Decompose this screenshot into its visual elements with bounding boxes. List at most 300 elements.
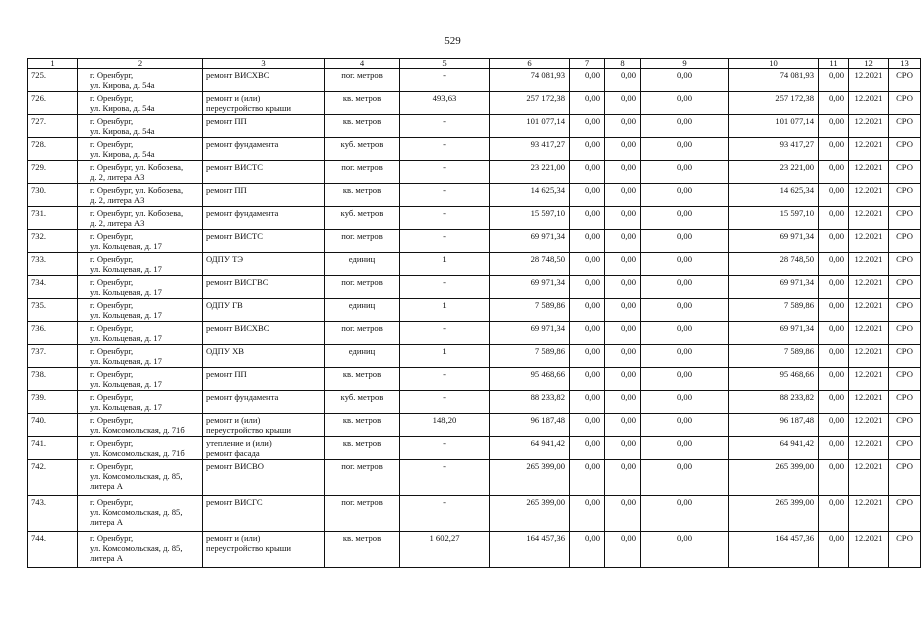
address-cell <box>78 437 203 460</box>
table-row <box>28 161 921 184</box>
work-type-cell-line: ремонт ПП <box>206 369 247 379</box>
unit-cell: единиц <box>325 253 400 276</box>
col10-cell: 28 748,50 <box>729 253 819 276</box>
address-cell <box>78 496 203 532</box>
row-number: 744. <box>28 532 78 568</box>
col10-cell: 265 399,00 <box>729 460 819 496</box>
work-type-cell-line: ремонт ВИСГС <box>206 497 263 507</box>
quantity-cell: 148,20 <box>400 414 490 437</box>
col9-cell: 0,00 <box>641 207 729 230</box>
total-cost-cell: 7 589,86 <box>490 299 570 322</box>
col11-cell: 0,00 <box>819 368 849 391</box>
table-header <box>28 59 921 69</box>
work-type-cell <box>203 69 325 92</box>
work-type-cell <box>203 299 325 322</box>
address-cell-line: ул. Комсомольская, д. 85, <box>90 543 183 553</box>
date-cell: 12.2021 <box>849 92 889 115</box>
column-header-10: 10 <box>729 59 819 69</box>
col10-cell: 69 971,34 <box>729 322 819 345</box>
address-cell <box>78 391 203 414</box>
unit-cell: кв. метров <box>325 115 400 138</box>
address-cell <box>78 299 203 322</box>
address-cell-line: г. Оренбург, <box>90 93 134 103</box>
row-number: 732. <box>28 230 78 253</box>
address-cell-line: г. Оренбург, <box>90 497 134 507</box>
col9-cell: 0,00 <box>641 69 729 92</box>
row-number: 725. <box>28 69 78 92</box>
col7-cell: 0,00 <box>570 184 605 207</box>
quantity-cell: - <box>400 437 490 460</box>
col8-cell: 0,00 <box>605 532 641 568</box>
work-type-cell-line: ремонт и (или) <box>206 415 261 425</box>
total-cost-cell: 23 221,00 <box>490 161 570 184</box>
col11-cell: 0,00 <box>819 115 849 138</box>
work-type-cell-line: утепление и (или) <box>206 438 272 448</box>
col8-cell: 0,00 <box>605 92 641 115</box>
address-cell-line: литера А <box>90 517 123 527</box>
work-type-cell-line: ремонт ВИСХВС <box>206 70 270 80</box>
date-cell: 12.2021 <box>849 322 889 345</box>
col8-cell: 0,00 <box>605 138 641 161</box>
unit-cell: куб. метров <box>325 207 400 230</box>
address-cell <box>78 460 203 496</box>
work-type-cell-line: переустройство крыши <box>206 425 291 435</box>
work-type-cell <box>203 368 325 391</box>
work-type-cell <box>203 92 325 115</box>
work-type-cell <box>203 230 325 253</box>
address-cell <box>78 161 203 184</box>
date-cell: 12.2021 <box>849 345 889 368</box>
col7-cell: 0,00 <box>570 322 605 345</box>
work-type-cell <box>203 322 325 345</box>
row-number: 730. <box>28 184 78 207</box>
address-cell-line: г. Оренбург, <box>90 461 134 471</box>
col11-cell: 0,00 <box>819 532 849 568</box>
col11-cell: 0,00 <box>819 184 849 207</box>
unit-cell: кв. метров <box>325 414 400 437</box>
row-number: 743. <box>28 496 78 532</box>
work-type-cell-line: ремонт фундамента <box>206 208 279 218</box>
total-cost-cell: 257 172,38 <box>490 92 570 115</box>
quantity-cell: - <box>400 207 490 230</box>
address-cell-line: г. Оренбург, ул. Кобозева, <box>90 162 184 172</box>
unit-cell: пог. метров <box>325 69 400 92</box>
total-cost-cell: 265 399,00 <box>490 460 570 496</box>
col9-cell: 0,00 <box>641 532 729 568</box>
address-cell <box>78 368 203 391</box>
col11-cell: 0,00 <box>819 391 849 414</box>
date-cell: 12.2021 <box>849 253 889 276</box>
address-cell-line: ул. Кольцевая, д. 17 <box>90 287 162 297</box>
date-cell: 12.2021 <box>849 496 889 532</box>
row-number: 741. <box>28 437 78 460</box>
col9-cell: 0,00 <box>641 496 729 532</box>
col11-cell: 0,00 <box>819 299 849 322</box>
col11-cell: 0,00 <box>819 161 849 184</box>
col10-cell: 93 417,27 <box>729 138 819 161</box>
unit-cell: пог. метров <box>325 460 400 496</box>
row-number: 737. <box>28 345 78 368</box>
col9-cell: 0,00 <box>641 322 729 345</box>
work-type-cell <box>203 414 325 437</box>
address-cell-line: г. Оренбург, <box>90 369 134 379</box>
quantity-cell: - <box>400 460 490 496</box>
unit-cell: пог. метров <box>325 276 400 299</box>
work-type-cell-line: ремонт фасада <box>206 448 260 458</box>
source-cell: СРО <box>889 414 921 437</box>
work-type-cell-line: переустройство крыши <box>206 543 291 553</box>
address-cell <box>78 207 203 230</box>
work-type-cell-line: ремонт ВИСХВС <box>206 323 270 333</box>
col7-cell: 0,00 <box>570 69 605 92</box>
work-type-cell-line: ОДПУ ГВ <box>206 300 243 310</box>
row-number: 739. <box>28 391 78 414</box>
col10-cell: 164 457,36 <box>729 532 819 568</box>
unit-cell: кв. метров <box>325 532 400 568</box>
col9-cell: 0,00 <box>641 276 729 299</box>
col9-cell: 0,00 <box>641 345 729 368</box>
source-cell: СРО <box>889 161 921 184</box>
table-row <box>28 253 921 276</box>
col8-cell: 0,00 <box>605 391 641 414</box>
quantity-cell: - <box>400 391 490 414</box>
source-cell: СРО <box>889 299 921 322</box>
source-cell: СРО <box>889 207 921 230</box>
column-header-5: 5 <box>400 59 490 69</box>
table-row <box>28 230 921 253</box>
address-cell-line: литера А <box>90 481 123 491</box>
col11-cell: 0,00 <box>819 253 849 276</box>
col7-cell: 0,00 <box>570 437 605 460</box>
address-cell-line: г. Оренбург, <box>90 415 134 425</box>
col8-cell: 0,00 <box>605 161 641 184</box>
col7-cell: 0,00 <box>570 207 605 230</box>
col8-cell: 0,00 <box>605 253 641 276</box>
address-cell-line: г. Оренбург, <box>90 231 134 241</box>
row-number: 735. <box>28 299 78 322</box>
col8-cell: 0,00 <box>605 437 641 460</box>
quantity-cell: - <box>400 322 490 345</box>
address-cell <box>78 69 203 92</box>
quantity-cell: - <box>400 184 490 207</box>
col8-cell: 0,00 <box>605 414 641 437</box>
row-number: 742. <box>28 460 78 496</box>
col7-cell: 0,00 <box>570 276 605 299</box>
col9-cell: 0,00 <box>641 368 729 391</box>
col7-cell: 0,00 <box>570 115 605 138</box>
total-cost-cell: 265 399,00 <box>490 496 570 532</box>
date-cell: 12.2021 <box>849 69 889 92</box>
col8-cell: 0,00 <box>605 184 641 207</box>
source-cell: СРО <box>889 345 921 368</box>
date-cell: 12.2021 <box>849 115 889 138</box>
work-type-cell <box>203 391 325 414</box>
table-row <box>28 460 921 496</box>
col10-cell: 74 081,93 <box>729 69 819 92</box>
row-number: 728. <box>28 138 78 161</box>
address-cell <box>78 138 203 161</box>
address-cell-line: ул. Кирова, д. 54а <box>90 149 155 159</box>
unit-cell: куб. метров <box>325 391 400 414</box>
unit-cell: единиц <box>325 299 400 322</box>
col10-cell: 88 233,82 <box>729 391 819 414</box>
col11-cell: 0,00 <box>819 345 849 368</box>
date-cell: 12.2021 <box>849 437 889 460</box>
col9-cell: 0,00 <box>641 460 729 496</box>
date-cell: 12.2021 <box>849 532 889 568</box>
row-number: 740. <box>28 414 78 437</box>
table-row <box>28 322 921 345</box>
row-number: 729. <box>28 161 78 184</box>
col10-cell: 96 187,48 <box>729 414 819 437</box>
col10-cell: 257 172,38 <box>729 92 819 115</box>
total-cost-cell: 101 077,14 <box>490 115 570 138</box>
unit-cell: пог. метров <box>325 496 400 532</box>
quantity-cell: 493,63 <box>400 92 490 115</box>
col11-cell: 0,00 <box>819 230 849 253</box>
table-row <box>28 115 921 138</box>
header-row <box>28 59 921 69</box>
table-row <box>28 138 921 161</box>
address-cell <box>78 322 203 345</box>
col9-cell: 0,00 <box>641 92 729 115</box>
column-header-7: 7 <box>570 59 605 69</box>
col9-cell: 0,00 <box>641 138 729 161</box>
col8-cell: 0,00 <box>605 230 641 253</box>
date-cell: 12.2021 <box>849 230 889 253</box>
address-cell <box>78 230 203 253</box>
col10-cell: 7 589,86 <box>729 299 819 322</box>
source-cell: СРО <box>889 322 921 345</box>
unit-cell: кв. метров <box>325 92 400 115</box>
address-cell-line: литера А <box>90 553 123 563</box>
quantity-cell: - <box>400 161 490 184</box>
table-row <box>28 414 921 437</box>
address-cell-line: г. Оренбург, ул. Кобозева, <box>90 185 184 195</box>
col10-cell: 95 468,66 <box>729 368 819 391</box>
col11-cell: 0,00 <box>819 138 849 161</box>
address-cell-line: г. Оренбург, <box>90 277 134 287</box>
source-cell: СРО <box>889 92 921 115</box>
work-type-cell <box>203 138 325 161</box>
total-cost-cell: 14 625,34 <box>490 184 570 207</box>
col7-cell: 0,00 <box>570 92 605 115</box>
address-cell-line: г. Оренбург, <box>90 139 134 149</box>
source-cell: СРО <box>889 532 921 568</box>
address-cell-line: ул. Комсомольская, д. 71б <box>90 425 185 435</box>
col11-cell: 0,00 <box>819 276 849 299</box>
date-cell: 12.2021 <box>849 207 889 230</box>
quantity-cell: - <box>400 368 490 391</box>
work-type-cell-line: ремонт ВИСГВС <box>206 277 269 287</box>
col7-cell: 0,00 <box>570 138 605 161</box>
total-cost-cell: 69 971,34 <box>490 276 570 299</box>
table-row <box>28 92 921 115</box>
address-cell <box>78 184 203 207</box>
source-cell: СРО <box>889 138 921 161</box>
table-row <box>28 184 921 207</box>
date-cell: 12.2021 <box>849 391 889 414</box>
col10-cell: 69 971,34 <box>729 230 819 253</box>
address-cell-line: ул. Кольцевая, д. 17 <box>90 402 162 412</box>
address-cell-line: г. Оренбург, ул. Кобозева, <box>90 208 184 218</box>
work-type-cell-line: ремонт и (или) <box>206 93 261 103</box>
col11-cell: 0,00 <box>819 437 849 460</box>
works-table <box>27 58 921 568</box>
col9-cell: 0,00 <box>641 230 729 253</box>
address-cell <box>78 532 203 568</box>
unit-cell: куб. метров <box>325 138 400 161</box>
source-cell: СРО <box>889 69 921 92</box>
date-cell: 12.2021 <box>849 368 889 391</box>
unit-cell: пог. метров <box>325 230 400 253</box>
quantity-cell: 1 602,27 <box>400 532 490 568</box>
total-cost-cell: 64 941,42 <box>490 437 570 460</box>
address-cell-line: ул. Кольцевая, д. 17 <box>90 356 162 366</box>
address-cell-line: г. Оренбург, <box>90 533 134 543</box>
work-type-cell-line: ОДПУ ТЭ <box>206 254 244 264</box>
column-header-12: 12 <box>849 59 889 69</box>
date-cell: 12.2021 <box>849 276 889 299</box>
col10-cell: 265 399,00 <box>729 496 819 532</box>
table-row <box>28 207 921 230</box>
col10-cell: 101 077,14 <box>729 115 819 138</box>
col11-cell: 0,00 <box>819 69 849 92</box>
total-cost-cell: 74 081,93 <box>490 69 570 92</box>
unit-cell: кв. метров <box>325 184 400 207</box>
work-type-cell-line: ремонт ВИСТС <box>206 162 264 172</box>
address-cell-line: ул. Кирова, д. 54а <box>90 126 155 136</box>
work-type-cell <box>203 184 325 207</box>
col8-cell: 0,00 <box>605 276 641 299</box>
col7-cell: 0,00 <box>570 368 605 391</box>
work-type-cell <box>203 345 325 368</box>
work-type-cell-line: ремонт ВИСТС <box>206 231 264 241</box>
total-cost-cell: 28 748,50 <box>490 253 570 276</box>
col8-cell: 0,00 <box>605 322 641 345</box>
source-cell: СРО <box>889 460 921 496</box>
col9-cell: 0,00 <box>641 391 729 414</box>
col8-cell: 0,00 <box>605 299 641 322</box>
work-type-cell-line: ремонт фундамента <box>206 392 279 402</box>
quantity-cell: - <box>400 138 490 161</box>
col7-cell: 0,00 <box>570 496 605 532</box>
table-row <box>28 532 921 568</box>
col11-cell: 0,00 <box>819 322 849 345</box>
table-row <box>28 299 921 322</box>
col11-cell: 0,00 <box>819 207 849 230</box>
col9-cell: 0,00 <box>641 253 729 276</box>
quantity-cell: 1 <box>400 253 490 276</box>
address-cell-line: г. Оренбург, <box>90 346 134 356</box>
work-type-cell <box>203 532 325 568</box>
unit-cell: пог. метров <box>325 161 400 184</box>
col11-cell: 0,00 <box>819 414 849 437</box>
quantity-cell: - <box>400 276 490 299</box>
table-row <box>28 437 921 460</box>
quantity-cell: - <box>400 69 490 92</box>
table-row <box>28 276 921 299</box>
unit-cell: кв. метров <box>325 368 400 391</box>
row-number: 726. <box>28 92 78 115</box>
col7-cell: 0,00 <box>570 161 605 184</box>
date-cell: 12.2021 <box>849 414 889 437</box>
work-type-cell-line: ремонт фундамента <box>206 139 279 149</box>
date-cell: 12.2021 <box>849 460 889 496</box>
total-cost-cell: 96 187,48 <box>490 414 570 437</box>
source-cell: СРО <box>889 496 921 532</box>
col10-cell: 23 221,00 <box>729 161 819 184</box>
work-type-cell <box>203 460 325 496</box>
address-cell <box>78 276 203 299</box>
date-cell: 12.2021 <box>849 161 889 184</box>
unit-cell: единиц <box>325 345 400 368</box>
col7-cell: 0,00 <box>570 414 605 437</box>
work-type-cell <box>203 161 325 184</box>
work-type-cell <box>203 207 325 230</box>
column-header-13: 13 <box>889 59 921 69</box>
address-cell-line: г. Оренбург, <box>90 323 134 333</box>
col7-cell: 0,00 <box>570 532 605 568</box>
date-cell: 12.2021 <box>849 299 889 322</box>
col8-cell: 0,00 <box>605 345 641 368</box>
col8-cell: 0,00 <box>605 69 641 92</box>
source-cell: СРО <box>889 276 921 299</box>
source-cell: СРО <box>889 391 921 414</box>
address-cell <box>78 115 203 138</box>
quantity-cell: - <box>400 496 490 532</box>
col7-cell: 0,00 <box>570 345 605 368</box>
table-row <box>28 345 921 368</box>
address-cell-line: ул. Кольцевая, д. 17 <box>90 264 162 274</box>
total-cost-cell: 69 971,34 <box>490 230 570 253</box>
col8-cell: 0,00 <box>605 496 641 532</box>
quantity-cell: - <box>400 230 490 253</box>
col9-cell: 0,00 <box>641 184 729 207</box>
work-type-cell-line: ремонт ПП <box>206 116 247 126</box>
work-type-cell-line: ремонт ВИСВО <box>206 461 264 471</box>
source-cell: СРО <box>889 230 921 253</box>
table-body <box>28 69 921 568</box>
table-row <box>28 391 921 414</box>
col11-cell: 0,00 <box>819 92 849 115</box>
total-cost-cell: 88 233,82 <box>490 391 570 414</box>
quantity-cell: 1 <box>400 345 490 368</box>
total-cost-cell: 69 971,34 <box>490 322 570 345</box>
address-cell-line: г. Оренбург, <box>90 254 134 264</box>
work-type-cell <box>203 253 325 276</box>
table-row <box>28 69 921 92</box>
row-number: 731. <box>28 207 78 230</box>
total-cost-cell: 15 597,10 <box>490 207 570 230</box>
col11-cell: 0,00 <box>819 460 849 496</box>
col7-cell: 0,00 <box>570 299 605 322</box>
col10-cell: 69 971,34 <box>729 276 819 299</box>
row-number: 733. <box>28 253 78 276</box>
page-number: 529 <box>444 35 461 47</box>
address-cell <box>78 253 203 276</box>
address-cell-line: ул. Кирова, д. 54а <box>90 103 155 113</box>
source-cell: СРО <box>889 115 921 138</box>
col10-cell: 64 941,42 <box>729 437 819 460</box>
total-cost-cell: 93 417,27 <box>490 138 570 161</box>
address-cell-line: д. 2, литера А3 <box>90 172 145 182</box>
row-number: 727. <box>28 115 78 138</box>
col8-cell: 0,00 <box>605 207 641 230</box>
col8-cell: 0,00 <box>605 115 641 138</box>
col10-cell: 14 625,34 <box>729 184 819 207</box>
address-cell-line: ул. Кольцевая, д. 17 <box>90 333 162 343</box>
